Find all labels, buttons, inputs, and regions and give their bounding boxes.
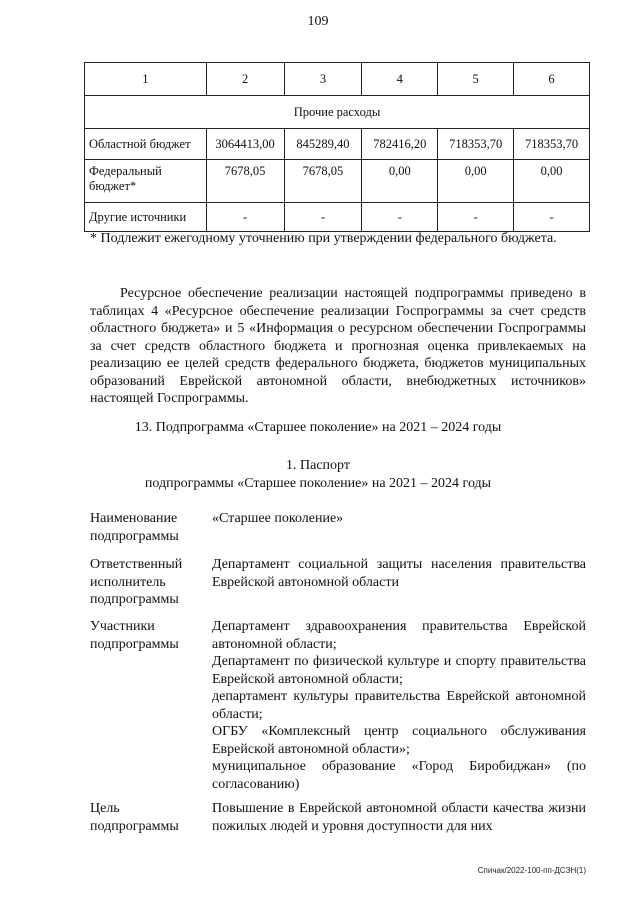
passport-label: Наименование подпрограммы — [90, 511, 179, 544]
table-cell: - — [284, 203, 362, 232]
table-header-cell: 6 — [514, 63, 590, 96]
participant-item: ОГБУ «Комплексный центр социального обслуживания Еврейской автономной области»; — [212, 724, 586, 757]
table-cell: 7678,05 — [284, 160, 362, 203]
passport-value: Повышение в Еврейской автономной области качества жизни пожилых людей и уровня доступности для них — [212, 801, 586, 834]
participant-item: Департамент по физической культуре и спорту правительства Еврейской автономной области; — [212, 654, 586, 687]
table-cell: 718353,70 — [514, 129, 590, 160]
table-cell: - — [438, 203, 514, 232]
passport-label: Цель подпрограммы — [90, 801, 179, 834]
passport-heading: 1. Паспорт — [286, 458, 350, 473]
row-label: Другие источники — [85, 203, 207, 232]
row-label: Федеральный бюджет* — [85, 160, 207, 203]
table-header-cell: 5 — [438, 63, 514, 96]
participants-list — [212, 618, 586, 793]
resources-paragraph: Ресурсное обеспечение реализации настоящей подпрограммы приведено в таблицах 4 «Ресурсное обеспечение реализации Госпрограммы за счет средств областного бюджета» и 5 «Информация о ресурсном обеспечении Госпрограммы за счет средств областного бюджета и прогнозная оценка привлекаемых на реализацию ее целей средств федерального бюджета, бюджетов муниципальных образований Еврейской автономной области, внебюджетных источников» настоящей Госпрограммы. — [90, 286, 586, 406]
passport-subheading: подпрограммы «Старшее поколение» на 2021 – 2024 годы — [144, 476, 492, 491]
table-row — [85, 160, 590, 203]
table-cell: - — [514, 203, 590, 232]
table-cell: 0,00 — [438, 160, 514, 203]
table-section-title: Прочие расходы — [85, 96, 590, 129]
table-section-row — [85, 96, 590, 129]
table-header-cell: 3 — [284, 63, 362, 96]
table-header-cell: 4 — [362, 63, 438, 96]
budget-table — [84, 62, 590, 232]
table-header-row — [85, 63, 590, 96]
footer-code: Спичак/2022-100-пп-ДСЗН(1) — [477, 866, 586, 875]
footnote: * Подлежит ежегодному уточнению при утверждении федерального бюджета. — [90, 231, 557, 246]
table-row — [85, 129, 590, 160]
participant-item: Департамент здравоохранения правительства Еврейской автономной области; — [212, 619, 586, 652]
participant-item: департамент культуры правительства Еврейской автономной области; — [212, 689, 586, 722]
table-cell: 0,00 — [514, 160, 590, 203]
table-cell: 718353,70 — [438, 129, 514, 160]
table-cell: - — [206, 203, 284, 232]
table-cell: 3064413,00 — [206, 129, 284, 160]
table-header-cell: 2 — [206, 63, 284, 96]
passport-value: Департамент социальной защиты населения правительства Еврейской автономной области — [212, 557, 586, 590]
table-cell: - — [362, 203, 438, 232]
passport-value: «Старшее поколение» — [212, 511, 344, 526]
passport-label: Ответственный исполнитель подпрограммы — [90, 557, 183, 607]
table-cell: 782416,20 — [362, 129, 438, 160]
table-cell: 0,00 — [362, 160, 438, 203]
row-label: Областной бюджет — [85, 129, 207, 160]
section-heading: 13. Подпрограмма «Старшее поколение» на 2021 – 2024 годы — [134, 420, 502, 435]
table-cell: 7678,05 — [206, 160, 284, 203]
table-row — [85, 203, 590, 232]
table-cell: 845289,40 — [284, 129, 362, 160]
participant-item: муниципальное образование «Город Биробиджан» (по согласованию) — [212, 759, 586, 792]
table-header-cell: 1 — [85, 63, 207, 96]
page-number: 109 — [307, 14, 329, 29]
passport-label: Участники подпрограммы — [90, 619, 179, 652]
